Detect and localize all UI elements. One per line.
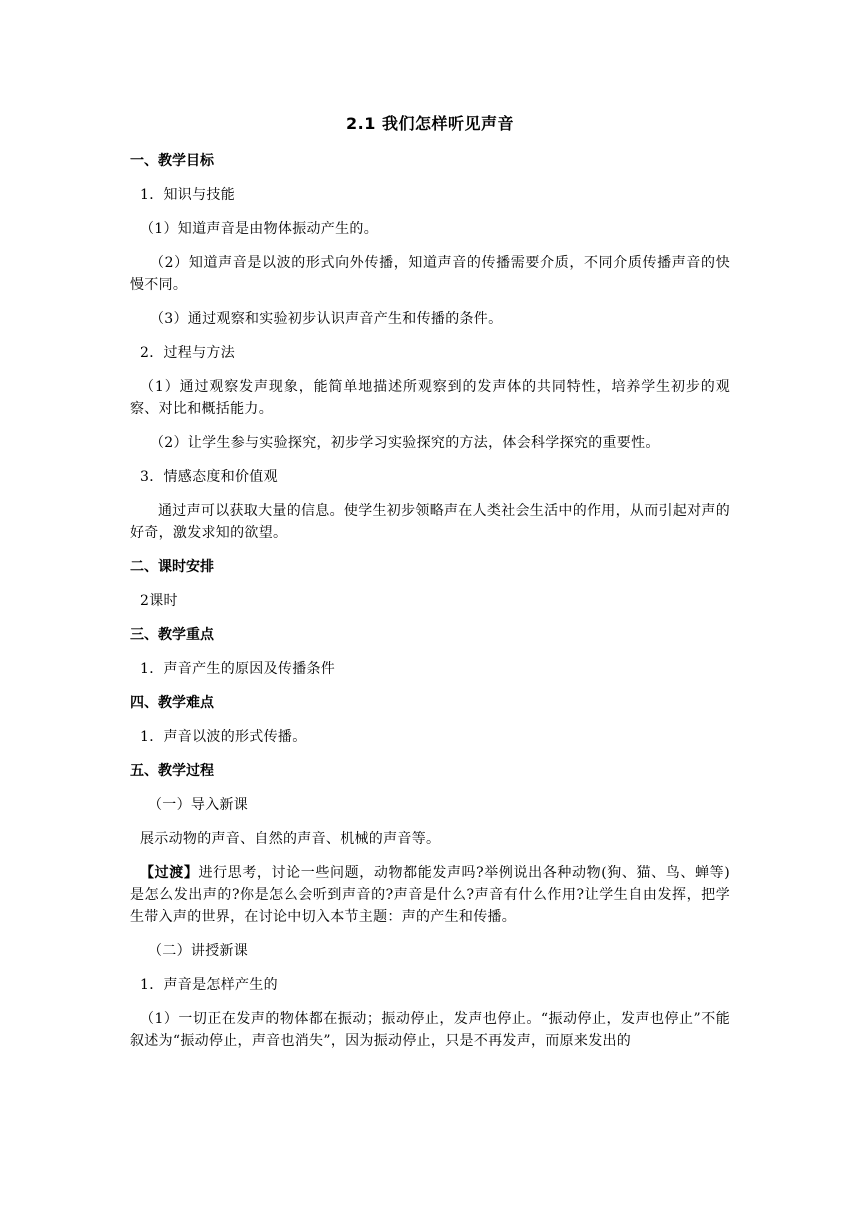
section-heading-objectives: 一、教学目标: [130, 153, 214, 169]
subheading-introduction: （一）导入新课: [148, 797, 249, 813]
objective-item: （1）通过观察发声现象，能简单地描述所观察到的发声体的共同特性，培养学生初步的观察、对比和概括能力。: [130, 379, 730, 417]
transition-label: 【过渡】: [140, 865, 199, 881]
document-body: [130, 112, 730, 1064]
lesson-item-text: （1）一切正在发声的物体都在振动；振动停止，发声也停止。“振动停止，发声也停止”不能叙述为“振动停止，声音也消失”，因为振动停止，只是不再发声，而原来发出的: [130, 1011, 730, 1049]
subheading-knowledge-skills: 1．知识与技能: [140, 187, 236, 203]
subheading-new-lesson: （二）讲授新课: [148, 943, 249, 959]
subheading-process-method: 2．过程与方法: [140, 345, 236, 361]
section-heading-difficulties: 四、教学难点: [130, 695, 214, 711]
subheading-attitude-values: 3．情感态度和价值观: [140, 469, 278, 485]
section-heading-process: 五、教学过程: [130, 763, 214, 779]
introduction-text: 展示动物的声音、自然的声音、机械的声音等。: [140, 831, 441, 847]
objective-item: （2）让学生参与实验探究，初步学习实验探究的方法，体会科学探究的重要性。: [150, 435, 660, 451]
objective-item: （3）通过观察和实验初步认识声音产生和传播的条件。: [150, 311, 503, 327]
difficulties-text: 1．声音以波的形式传播。: [140, 729, 307, 745]
lesson-item-heading: 1．声音是怎样产生的: [140, 977, 278, 993]
transition-paragraph: [130, 862, 730, 928]
schedule-text: 2课时: [140, 593, 178, 609]
section-heading-key-points: 三、教学重点: [130, 627, 214, 643]
transition-text: 进行思考，讨论一些问题，动物都能发声吗?举例说出各种动物(狗、猫、鸟、蝉等)是怎么发出声的?你是怎么会听到声音的?声音是什么?声音有什么作用?让学生自由发挥，把学生带入声的世界，在讨论中切入本节主题：声的产生和传播。: [130, 865, 730, 925]
section-heading-schedule: 二、课时安排: [130, 559, 214, 575]
key-points-text: 1．声音产生的原因及传播条件: [140, 661, 336, 677]
objective-item: （2）知道声音是以波的形式向外传播，知道声音的传播需要介质，不同介质传播声音的快慢不同。: [130, 255, 730, 293]
document-title: 2.1 我们怎样听见声音: [346, 114, 514, 133]
objective-item: （1）知道声音是由物体振动产生的。: [140, 221, 379, 237]
attitude-paragraph: 通过声可以获取大量的信息。使学生初步领略声在人类社会生活中的作用，从而引起对声的好奇，激发求知的欲望。: [130, 503, 730, 541]
